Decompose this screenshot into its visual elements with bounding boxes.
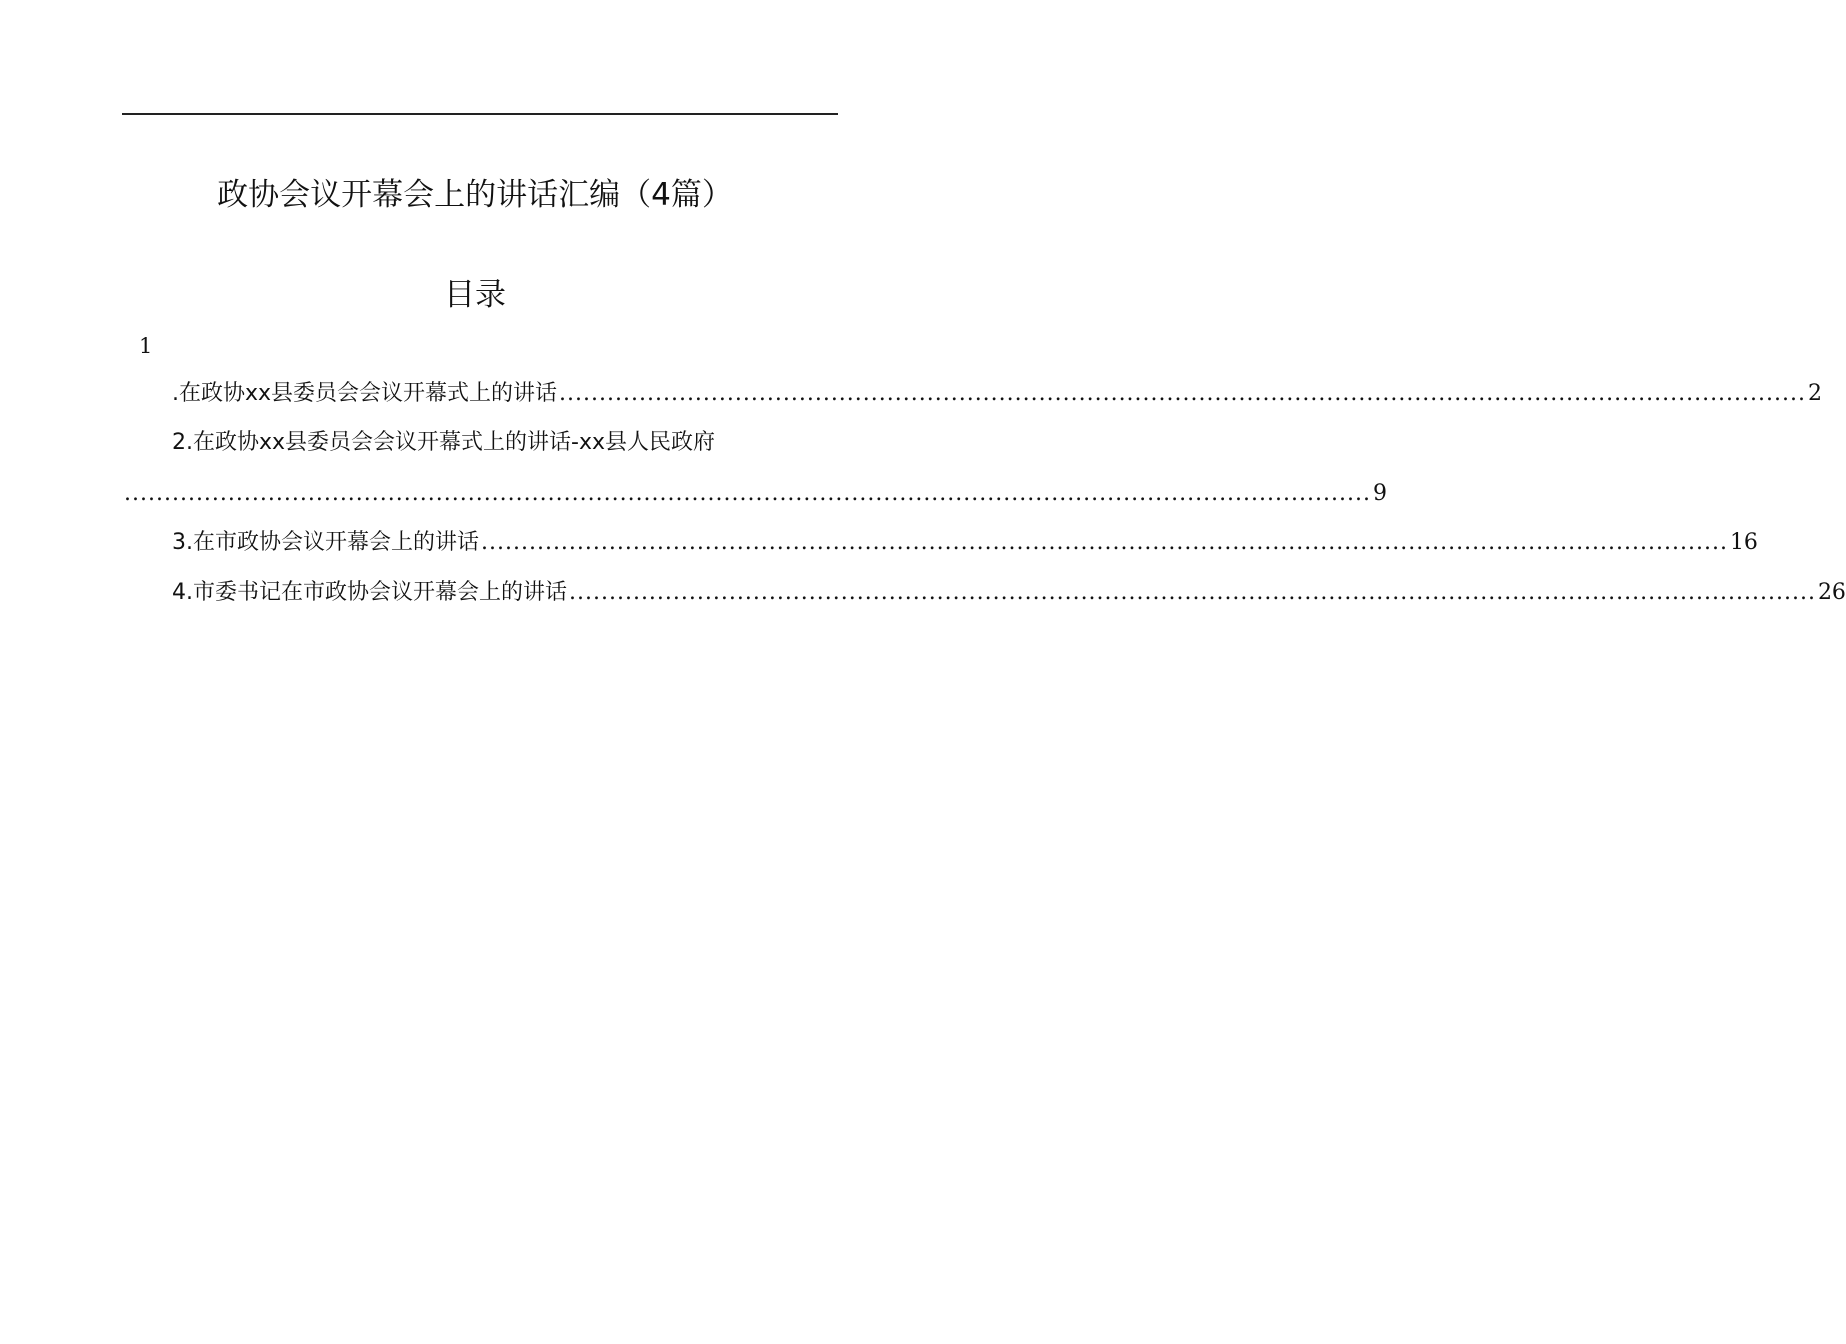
toc-leader: ............................................................................................................................................................ [124,481,1371,506]
toc-entry-4[interactable] [172,577,1846,609]
document-title: 政协会议开幕会上的讲话汇编（4篇） [217,177,733,213]
toc-entry-1[interactable] [172,378,1822,410]
toc-page-number: 2 [1807,381,1822,406]
list-number: 1 [139,334,153,358]
toc-entry-2-continuation[interactable] [122,478,1387,510]
toc-entry-3[interactable] [172,527,1758,559]
header-rule [122,113,838,115]
toc-leader: ............................................................................................................................................................ [559,381,1806,406]
toc-entry-2[interactable] [172,427,838,459]
toc-entry-label: 2.在政协xx县委员会会议开幕式上的讲话-xx县人民政府 [172,430,716,455]
toc-page-number: 9 [1372,481,1387,506]
toc-entry-label: .在政协xx县委员会会议开幕式上的讲话 [172,381,558,406]
toc-entry-label: 3.在市政协会议开幕会上的讲话 [172,530,479,555]
toc-entry-label: 4.市委书记在市政协会议开幕会上的讲话 [172,580,567,605]
toc-page-number: 26 [1817,580,1846,605]
toc-page-number: 16 [1729,530,1758,555]
toc-leader: ............................................................................................................................................................ [569,580,1816,605]
toc-heading: 目录 [444,277,506,313]
toc-leader: ............................................................................................................................................................ [481,530,1728,555]
